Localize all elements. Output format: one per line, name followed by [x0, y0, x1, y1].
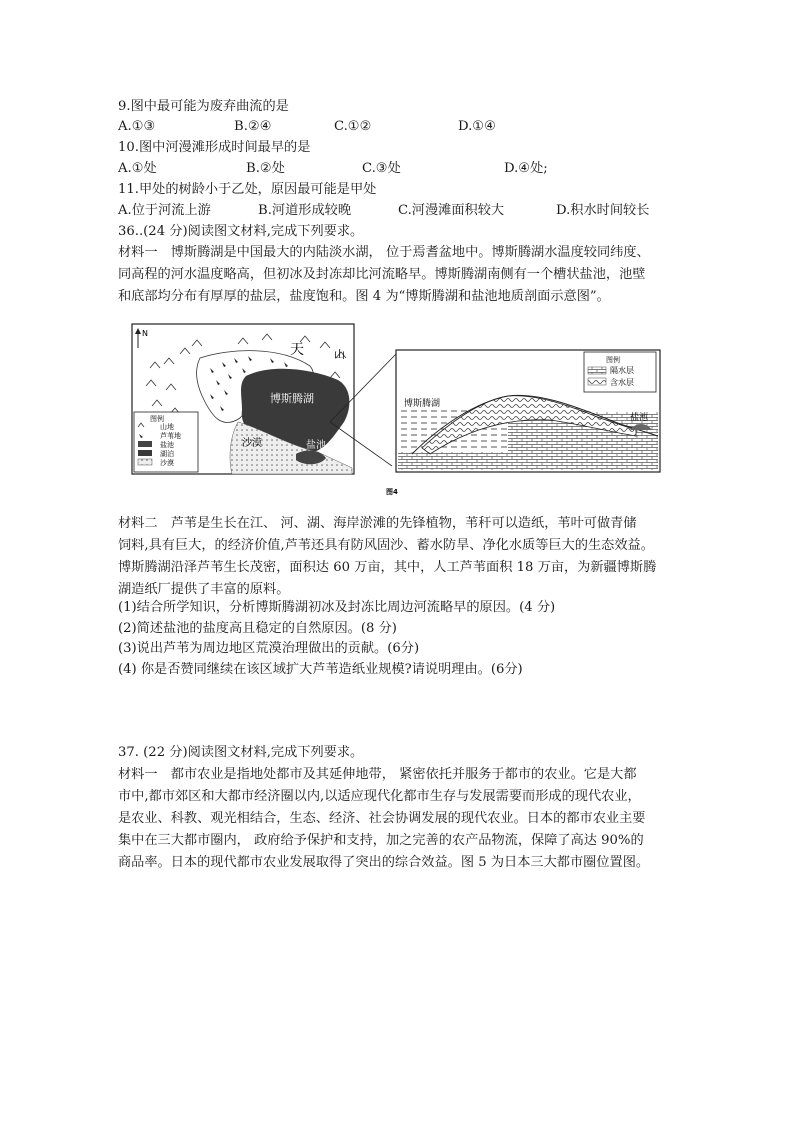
q36-material2-line: 材料二 芦苇是生长在江、 河、湖、海岸淤滩的先锋植物，苇秆可以造纸，苇叶可做青储 — [118, 516, 637, 531]
legend-item: 沙漠 — [160, 459, 174, 467]
q36-question: (1)结合所学知识，分析博斯腾湖初冰及封冻比周边河流略早的原因。(4 分) — [118, 600, 556, 615]
lake-label: 博斯腾湖 — [270, 392, 314, 405]
option: C.①② — [334, 119, 372, 134]
q36-material1-line: 材料一 博斯腾湖是中国最大的内陆淡水湖， 位于焉耆盆地中。博斯腾湖水温度较同纬度、 — [118, 245, 650, 260]
legend-title: 图例 — [606, 356, 620, 364]
location-map — [132, 324, 396, 474]
legend-desert-icon — [138, 459, 152, 465]
legend-aquiclude-icon — [588, 367, 606, 374]
legend-item: 隔水层 — [610, 366, 634, 375]
q9-options — [118, 117, 678, 137]
mountain-label: 天 — [290, 342, 304, 358]
mountain-label-2: 山 — [334, 348, 345, 361]
geologic-section — [396, 350, 660, 472]
option: D.④处; — [504, 161, 548, 176]
salt-label: 盐池 — [306, 440, 326, 451]
map-legend — [134, 412, 198, 472]
option: B.②处 — [246, 161, 285, 176]
option: C.③处 — [362, 161, 401, 176]
q36-question: (2)简述盐池的盐度高且稳定的自然原因。(8 分) — [118, 621, 397, 636]
legend-lake-icon — [138, 450, 152, 456]
option: D.积水时间较长 — [556, 203, 650, 218]
option: A.①处 — [118, 161, 157, 176]
figure-caption: 图4 — [386, 488, 398, 496]
option: B.河道形成较晚 — [258, 203, 352, 218]
legend-item: 山地 — [160, 423, 174, 431]
legend-item: 芦苇地 — [160, 432, 181, 440]
q37-header: 37. (22 分)阅读图文材料,完成下列要求。 — [118, 745, 364, 760]
q36-material1-line: 同高程的河水温度略高，但初冰及封冻却比河流略早。博斯腾湖南侧有一个槽状盐池，池壁 — [118, 267, 646, 282]
q36-header: 36..(24 分)阅读图文材料,完成下列要求。 — [118, 224, 364, 239]
section-lake-label: 博斯腾湖 — [404, 399, 441, 409]
q37-material1-line: 商品率。日本的现代都市农业发展取得了突出的综合效益。图 5 为日本三大都市圈位置图。 — [118, 855, 650, 870]
legend-aquifer-icon — [588, 378, 606, 385]
q37-material1-line: 材料一 都市农业是指地处都市及其延伸地带， 紧密依托并服务于都市的农业。它是大都 — [118, 767, 637, 782]
q37-material1-line: 集中在三大都市圈内， 政府给予保护和支持，加之完善的农产品物流，保障了高达 90%的 — [118, 833, 644, 848]
q10-options — [118, 159, 678, 179]
option: D.①④ — [458, 119, 496, 134]
q9-stem: 9.图中最可能为废弃曲流的是 — [118, 99, 289, 114]
north-label: N — [142, 329, 148, 338]
q36-question: (4) 你是否赞同继续在该区域扩大芦苇造纸业规模?请说明理由。(6分) — [118, 662, 523, 677]
legend-title: 图例 — [150, 415, 164, 423]
section-salt-label: 盐池 — [630, 413, 649, 423]
option: C.河漫滩面积较大 — [398, 203, 505, 218]
legend-item: 含水层 — [610, 378, 634, 387]
q37-material1-line: 是农业、科教、观光相结合，生态、经济、社会协调发展的现代农业。日本的都市农业主要 — [118, 811, 646, 826]
legend-salt-icon — [138, 441, 152, 447]
section-legend — [584, 352, 656, 392]
q36-material2-line: 饲料,具有巨大，的经济价值,芦苇还具有防风固沙、蓄水防旱、净化水质等巨大的生态效益。 — [118, 538, 654, 553]
q10-stem: 10.图中河漫滩形成时间最早的是 — [118, 140, 311, 155]
figure-4 — [130, 318, 662, 500]
legend-item: 湖泊 — [160, 450, 174, 458]
option: A.①③ — [118, 119, 156, 134]
legend-item: 盐池 — [160, 441, 174, 449]
q36-material1-line: 和底部均分布有厚厚的盐层，盐度饱和。图 4 为“博斯腾湖和盐池地质剖面示意图”。 — [118, 289, 610, 304]
option: B.②④ — [234, 119, 272, 134]
q11-options — [118, 201, 678, 221]
q36-material2-line: 湖造纸厂提供了丰富的原料。 — [118, 582, 290, 597]
q36-question: (3)说出芦苇为周边地区荒漠治理做出的贡献。(6分) — [118, 641, 420, 656]
desert-label: 沙漠 — [242, 438, 262, 449]
q36-material2-line: 博斯腾湖沿泽芦苇生长茂密，面积达 60 万亩，其中，人工芦苇面积 18 万亩，为新疆博斯腾 — [118, 560, 657, 575]
q37-material1-line: 市中,都市郊区和大都市经济圈以内,以适应现代化都市生存与发展需要而形成的现代农业， — [118, 789, 641, 804]
option: A.位于河流上游 — [118, 203, 211, 218]
q11-stem: 11.甲处的树龄小于乙处，原因最可能是甲处 — [118, 182, 377, 197]
